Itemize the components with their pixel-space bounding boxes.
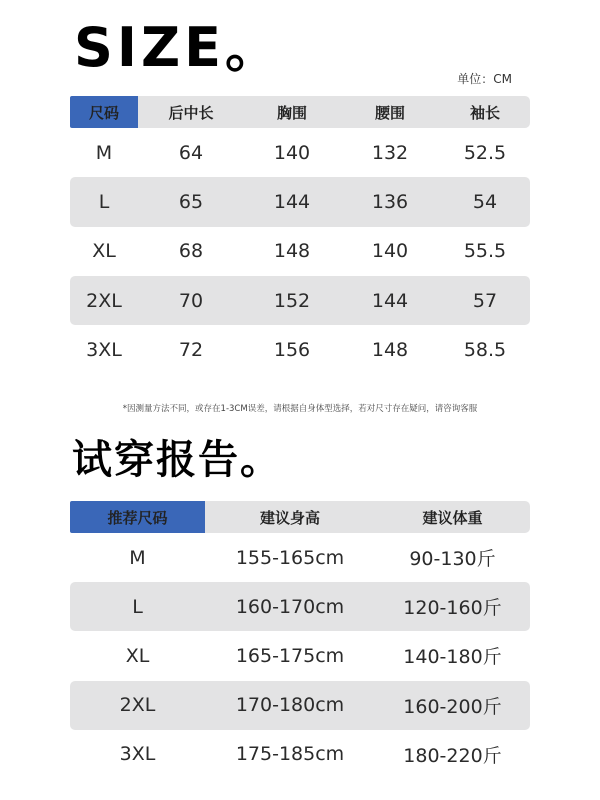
height-cell: 165-175cm — [235, 644, 345, 667]
weight-cell: 120-160斤 — [375, 582, 530, 631]
size-cell: 2XL — [70, 276, 138, 325]
chest-cell: 152 — [244, 276, 340, 325]
table-row — [70, 227, 530, 276]
height-cell: 170-180cm — [205, 681, 375, 730]
back-length-cell: 65 — [138, 177, 244, 226]
back-length-cell: 70 — [138, 276, 244, 325]
waist-cell: 148 — [371, 338, 409, 361]
back-length-cell: 68 — [178, 240, 204, 263]
waist-cell: 140 — [371, 240, 409, 263]
sleeve-cell: 55.5 — [463, 240, 507, 263]
back-length-cell: 64 — [178, 141, 204, 164]
table-row — [70, 128, 530, 177]
size-cell: M — [95, 141, 113, 164]
height-cell: 175-185cm — [235, 743, 345, 766]
recommended-size-cell: XL — [125, 644, 150, 667]
back-length-cell: 72 — [178, 338, 204, 361]
size-header-size: 尺码 — [70, 96, 138, 128]
size-header-sleeve: 袖长 — [440, 96, 530, 128]
weight-cell: 90-130斤 — [409, 548, 496, 571]
size-chart-table — [70, 96, 530, 374]
waist-cell: 144 — [340, 276, 440, 325]
fit-report-table — [70, 501, 530, 779]
size-title: SIZE。 — [74, 16, 284, 79]
recommended-size-cell: M — [129, 546, 146, 569]
chest-cell: 156 — [273, 338, 311, 361]
table-row — [70, 177, 530, 226]
recommended-size-cell: L — [70, 582, 205, 631]
report-header-weight: 建议体重 — [375, 501, 530, 533]
size-cell: 3XL — [86, 338, 122, 361]
weight-cell: 160-200斤 — [375, 681, 530, 730]
report-header-height: 建议身高 — [205, 501, 375, 533]
chest-cell: 148 — [273, 240, 311, 263]
report-table-header-row — [70, 501, 530, 533]
table-row — [70, 533, 530, 582]
waist-cell: 136 — [340, 177, 440, 226]
size-cell: XL — [92, 240, 116, 263]
size-header-waist: 腰围 — [340, 96, 440, 128]
size-table-header-row — [70, 96, 530, 128]
waist-cell: 132 — [371, 141, 409, 164]
size-cell: L — [70, 177, 138, 226]
weight-cell: 140-180斤 — [403, 646, 502, 669]
height-cell: 155-165cm — [235, 546, 345, 569]
sleeve-cell: 57 — [440, 276, 530, 325]
table-row — [70, 681, 530, 730]
measurement-note: *因测量方法不同，或存在1-3CM误差，请根据自身体型选择，若对尺寸存在疑问，请咨询客服 — [122, 404, 478, 414]
fit-report-title: 试穿报告。 — [72, 437, 282, 483]
sleeve-cell: 58.5 — [463, 338, 507, 361]
size-header-back-length: 后中长 — [138, 96, 244, 128]
report-header-size: 推荐尺码 — [70, 501, 205, 533]
table-row — [70, 325, 530, 374]
table-row — [70, 631, 530, 680]
unit-label: 单位：CM — [457, 72, 512, 86]
weight-cell: 180-220斤 — [403, 744, 502, 767]
height-cell: 160-170cm — [205, 582, 375, 631]
recommended-size-cell: 2XL — [70, 681, 205, 730]
table-row — [70, 730, 530, 779]
chest-cell: 144 — [244, 177, 340, 226]
sleeve-cell: 54 — [440, 177, 530, 226]
table-row — [70, 276, 530, 325]
recommended-size-cell: 3XL — [119, 743, 156, 766]
chest-cell: 140 — [273, 141, 311, 164]
size-header-chest: 胸围 — [244, 96, 340, 128]
sleeve-cell: 52.5 — [463, 141, 507, 164]
table-row — [70, 582, 530, 631]
